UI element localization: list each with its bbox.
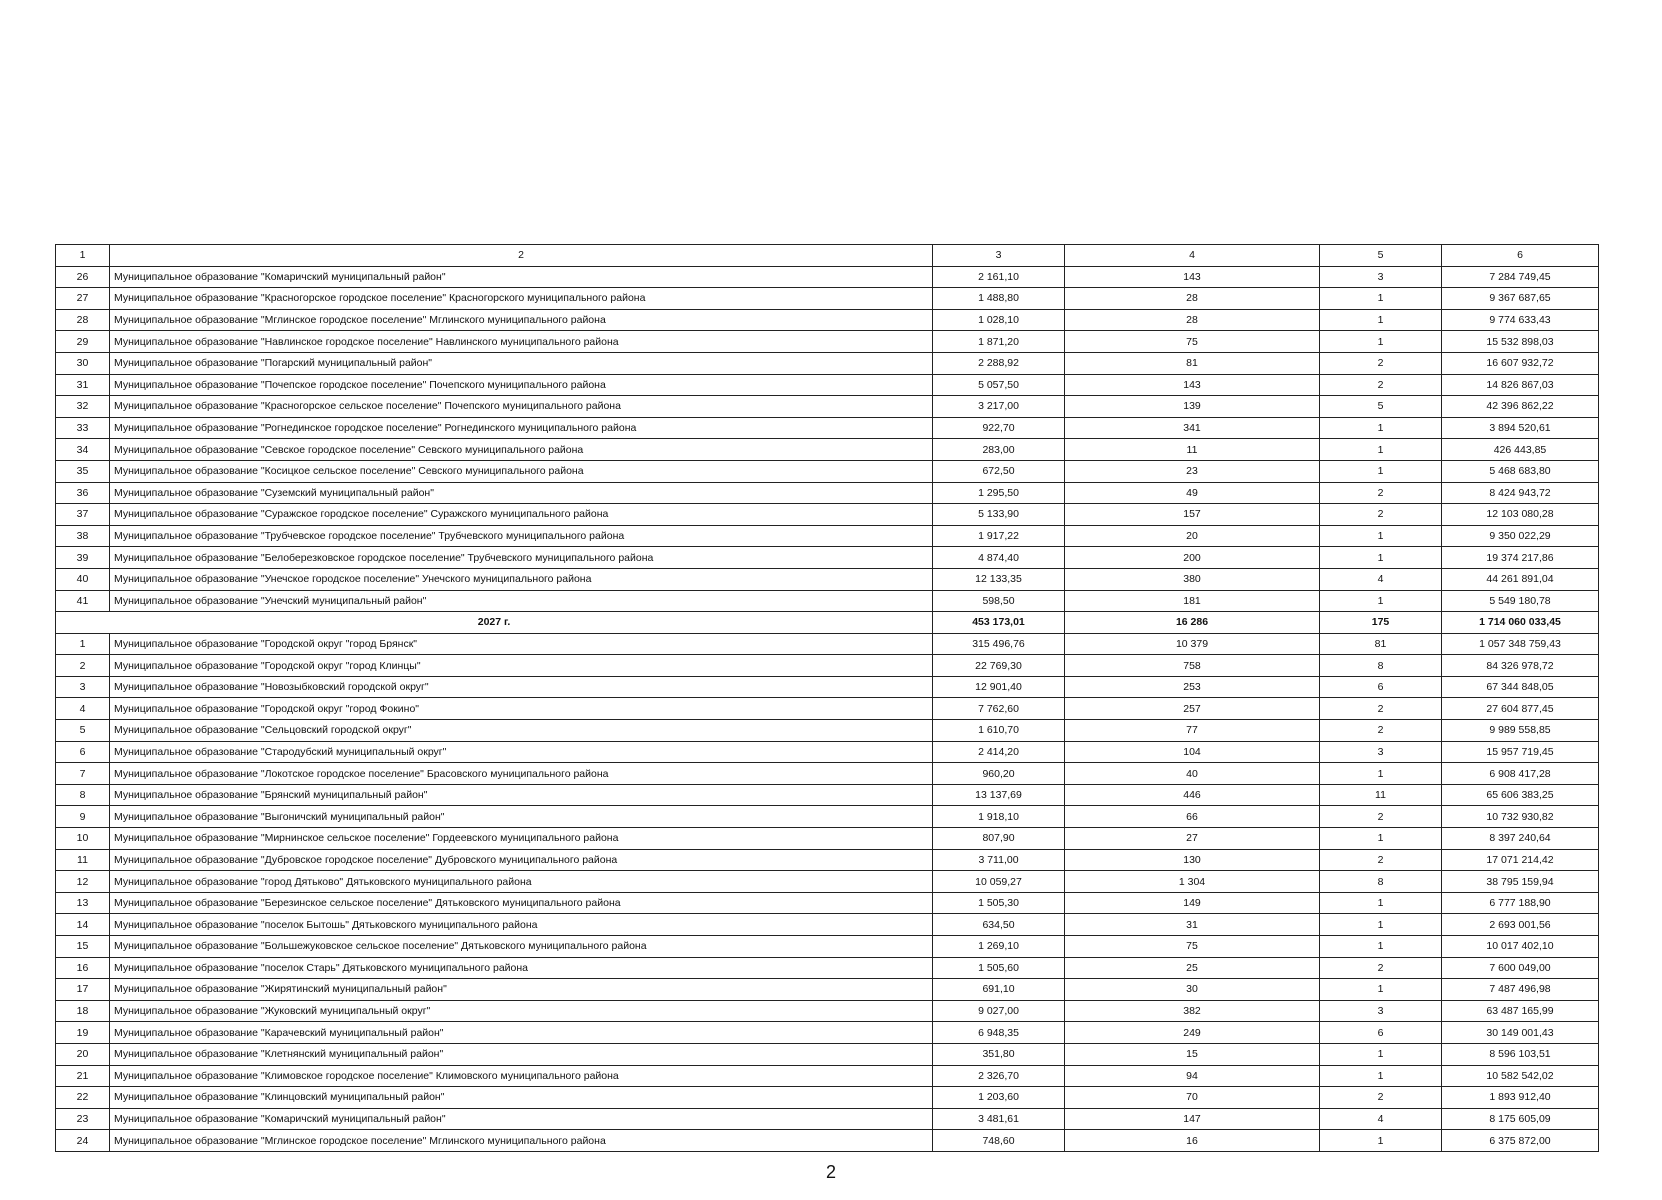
municipality-name-cell: Муниципальное образование "Почепское городское поселение" Почепского муниципального района [110, 374, 933, 396]
row-number-cell: 8 [56, 784, 110, 806]
col6-value-cell: 9 774 633,43 [1442, 309, 1599, 331]
col3-value-cell: 1 871,20 [933, 331, 1065, 353]
col5-value-cell: 1 [1320, 1043, 1442, 1065]
table-row [56, 936, 1599, 958]
col5-value-cell: 1 [1320, 979, 1442, 1001]
col4-value-cell: 49 [1065, 482, 1320, 504]
col6-value-cell: 16 607 932,72 [1442, 352, 1599, 374]
col4-value-cell: 11 [1065, 439, 1320, 461]
table-row [56, 396, 1599, 418]
col4-value-cell: 382 [1065, 1000, 1320, 1022]
row-number-cell: 11 [56, 849, 110, 871]
col4-value-cell: 200 [1065, 547, 1320, 569]
col5-value-cell: 2 [1320, 504, 1442, 526]
table-row [56, 1087, 1599, 1109]
row-number-cell: 16 [56, 957, 110, 979]
col5-value-cell: 1 [1320, 547, 1442, 569]
col3-value-cell: 6 948,35 [933, 1022, 1065, 1044]
col6-value-cell: 15 957 719,45 [1442, 741, 1599, 763]
municipality-name-cell: Муниципальное образование "Белоберезковское городское поселение" Трубчевского муниципального района [110, 547, 933, 569]
col4-value-cell: 23 [1065, 460, 1320, 482]
col5-value-cell: 81 [1320, 633, 1442, 655]
municipality-name-cell: Муниципальное образование "Мглинское городское поселение" Мглинского муниципального района [110, 1130, 933, 1152]
table-row [56, 957, 1599, 979]
row-number-cell: 29 [56, 331, 110, 353]
col3-value-cell: 1 488,80 [933, 288, 1065, 310]
col4-value-cell: 30 [1065, 979, 1320, 1001]
col6-value-cell: 1 057 348 759,43 [1442, 633, 1599, 655]
col6-value-cell: 3 894 520,61 [1442, 417, 1599, 439]
municipality-name-cell: Муниципальное образование "Трубчевское городское поселение" Трубчевского муниципального района [110, 525, 933, 547]
header-cell: 3 [933, 245, 1065, 267]
col6-value-cell: 15 532 898,03 [1442, 331, 1599, 353]
municipality-name-cell: Муниципальное образование "город Дятьково" Дятьковского муниципального района [110, 871, 933, 893]
col4-value-cell: 40 [1065, 763, 1320, 785]
col4-value-cell: 31 [1065, 914, 1320, 936]
municipality-name-cell: Муниципальное образование "Локотское городское поселение" Брасовского муниципального района [110, 763, 933, 785]
header-cell: 5 [1320, 245, 1442, 267]
col3-value-cell: 2 414,20 [933, 741, 1065, 763]
header-cell: 6 [1442, 245, 1599, 267]
col5-value-cell: 1 [1320, 309, 1442, 331]
col4-value-cell: 149 [1065, 892, 1320, 914]
col5-value-cell: 11 [1320, 784, 1442, 806]
header-cell: 4 [1065, 245, 1320, 267]
col4-value-cell: 446 [1065, 784, 1320, 806]
col3-value-cell: 4 874,40 [933, 547, 1065, 569]
col6-value-cell: 63 487 165,99 [1442, 1000, 1599, 1022]
col3-value-cell: 1 269,10 [933, 936, 1065, 958]
row-number-cell: 27 [56, 288, 110, 310]
col3-value-cell: 960,20 [933, 763, 1065, 785]
col6-value-cell: 10 582 542,02 [1442, 1065, 1599, 1087]
col5-value-cell: 4 [1320, 568, 1442, 590]
row-number-cell: 17 [56, 979, 110, 1001]
table-row [56, 784, 1599, 806]
row-number-cell: 28 [56, 309, 110, 331]
col5-value-cell: 2 [1320, 806, 1442, 828]
col3-value-cell: 922,70 [933, 417, 1065, 439]
table-row [56, 460, 1599, 482]
col6-value-cell: 426 443,85 [1442, 439, 1599, 461]
table-row [56, 1108, 1599, 1130]
col4-value-cell: 758 [1065, 655, 1320, 677]
municipality-name-cell: Муниципальное образование "Унечский муниципальный район" [110, 590, 933, 612]
col3-value-cell: 634,50 [933, 914, 1065, 936]
table-row [56, 763, 1599, 785]
municipality-name-cell: Муниципальное образование "Карачевский муниципальный район" [110, 1022, 933, 1044]
municipality-name-cell: Муниципальное образование "Навлинское городское поселение" Навлинского муниципального района [110, 331, 933, 353]
col6-value-cell: 27 604 877,45 [1442, 698, 1599, 720]
table-row [56, 568, 1599, 590]
col4-value-cell: 157 [1065, 504, 1320, 526]
col5-value-cell: 1 [1320, 439, 1442, 461]
row-number-cell: 37 [56, 504, 110, 526]
table-row [56, 1022, 1599, 1044]
municipality-name-cell: Муниципальное образование "Красногорское сельское поселение" Почепского муниципального района [110, 396, 933, 418]
col5-value-cell: 3 [1320, 741, 1442, 763]
col5-value-cell: 1 [1320, 288, 1442, 310]
col5-value-cell: 1 [1320, 417, 1442, 439]
col4-value-cell: 66 [1065, 806, 1320, 828]
col5-value-cell: 8 [1320, 655, 1442, 677]
row-number-cell: 9 [56, 806, 110, 828]
table-row [56, 892, 1599, 914]
municipality-name-cell: Муниципальное образование "Косицкое сельское поселение" Севского муниципального района [110, 460, 933, 482]
municipality-name-cell: Муниципальное образование "Городской округ "город Фокино" [110, 698, 933, 720]
municipality-name-cell: Муниципальное образование "Стародубский муниципальный округ" [110, 741, 933, 763]
table-row [56, 1043, 1599, 1065]
col3-value-cell: 2 161,10 [933, 266, 1065, 288]
row-number-cell: 30 [56, 352, 110, 374]
data-table [55, 244, 1599, 1152]
table-row [56, 590, 1599, 612]
table-row [56, 698, 1599, 720]
col3-value-cell: 1 610,70 [933, 720, 1065, 742]
header-cell: 1 [56, 245, 110, 267]
table-row [56, 676, 1599, 698]
col4-value-cell: 147 [1065, 1108, 1320, 1130]
col3-value-cell: 807,90 [933, 828, 1065, 850]
municipality-name-cell: Муниципальное образование "Суражское городское поселение" Суражского муниципального района [110, 504, 933, 526]
municipality-name-cell: Муниципальное образование "Городской округ "город Брянск" [110, 633, 933, 655]
row-number-cell: 20 [56, 1043, 110, 1065]
table-row [56, 720, 1599, 742]
col6-value-cell: 6 777 188,90 [1442, 892, 1599, 914]
row-number-cell: 33 [56, 417, 110, 439]
col6-value-cell: 44 261 891,04 [1442, 568, 1599, 590]
col4-value-cell: 27 [1065, 828, 1320, 850]
col5-value-cell: 2 [1320, 352, 1442, 374]
col6-value-cell: 9 367 687,65 [1442, 288, 1599, 310]
table-row [56, 309, 1599, 331]
table-body [56, 245, 1599, 1152]
table-row [56, 331, 1599, 353]
municipality-name-cell: Муниципальное образование "Суземский муниципальный район" [110, 482, 933, 504]
col4-value-cell: 28 [1065, 288, 1320, 310]
row-number-cell: 12 [56, 871, 110, 893]
table-row [56, 547, 1599, 569]
year-col4-total-cell: 16 286 [1065, 612, 1320, 634]
col5-value-cell: 1 [1320, 1065, 1442, 1087]
col3-value-cell: 5 133,90 [933, 504, 1065, 526]
col5-value-cell: 1 [1320, 590, 1442, 612]
col3-value-cell: 12 901,40 [933, 676, 1065, 698]
year-col5-total-cell: 175 [1320, 612, 1442, 634]
municipality-name-cell: Муниципальное образование "Брянский муниципальный район" [110, 784, 933, 806]
col6-value-cell: 6 375 872,00 [1442, 1130, 1599, 1152]
col6-value-cell: 5 549 180,78 [1442, 590, 1599, 612]
col3-value-cell: 3 711,00 [933, 849, 1065, 871]
municipality-name-cell: Муниципальное образование "Погарский муниципальный район" [110, 352, 933, 374]
col6-value-cell: 14 826 867,03 [1442, 374, 1599, 396]
col5-value-cell: 1 [1320, 892, 1442, 914]
row-number-cell: 31 [56, 374, 110, 396]
row-number-cell: 22 [56, 1087, 110, 1109]
municipality-name-cell: Муниципальное образование "Новозыбковский городской округ" [110, 676, 933, 698]
col6-value-cell: 6 908 417,28 [1442, 763, 1599, 785]
table-row [56, 374, 1599, 396]
table-row [56, 806, 1599, 828]
municipality-name-cell: Муниципальное образование "Клетнянский муниципальный район" [110, 1043, 933, 1065]
col3-value-cell: 691,10 [933, 979, 1065, 1001]
municipality-name-cell: Муниципальное образование "Березинское сельское поселение" Дятьковского муниципального района [110, 892, 933, 914]
col4-value-cell: 28 [1065, 309, 1320, 331]
col3-value-cell: 13 137,69 [933, 784, 1065, 806]
col5-value-cell: 2 [1320, 482, 1442, 504]
row-number-cell: 3 [56, 676, 110, 698]
col3-value-cell: 1 505,60 [933, 957, 1065, 979]
col5-value-cell: 2 [1320, 374, 1442, 396]
municipality-name-cell: Муниципальное образование "Красногорское городское поселение" Красногорского муниципального района [110, 288, 933, 310]
col5-value-cell: 3 [1320, 266, 1442, 288]
col5-value-cell: 1 [1320, 331, 1442, 353]
col4-value-cell: 81 [1065, 352, 1320, 374]
table-row [56, 1065, 1599, 1087]
col3-value-cell: 1 917,22 [933, 525, 1065, 547]
table-row [56, 914, 1599, 936]
col4-value-cell: 20 [1065, 525, 1320, 547]
row-number-cell: 1 [56, 633, 110, 655]
col4-value-cell: 139 [1065, 396, 1320, 418]
col3-value-cell: 315 496,76 [933, 633, 1065, 655]
row-number-cell: 4 [56, 698, 110, 720]
col3-value-cell: 2 288,92 [933, 352, 1065, 374]
col5-value-cell: 2 [1320, 1087, 1442, 1109]
col4-value-cell: 253 [1065, 676, 1320, 698]
row-number-cell: 23 [56, 1108, 110, 1130]
col4-value-cell: 16 [1065, 1130, 1320, 1152]
row-number-cell: 41 [56, 590, 110, 612]
col5-value-cell: 1 [1320, 1130, 1442, 1152]
table-row [56, 1000, 1599, 1022]
col5-value-cell: 4 [1320, 1108, 1442, 1130]
col5-value-cell: 1 [1320, 914, 1442, 936]
col6-value-cell: 10 017 402,10 [1442, 936, 1599, 958]
row-number-cell: 39 [56, 547, 110, 569]
municipality-name-cell: Муниципальное образование "Жирятинский муниципальный район" [110, 979, 933, 1001]
col6-value-cell: 65 606 383,25 [1442, 784, 1599, 806]
col6-value-cell: 7 487 496,98 [1442, 979, 1599, 1001]
col3-value-cell: 1 028,10 [933, 309, 1065, 331]
col3-value-cell: 1 505,30 [933, 892, 1065, 914]
col6-value-cell: 5 468 683,80 [1442, 460, 1599, 482]
col4-value-cell: 10 379 [1065, 633, 1320, 655]
col3-value-cell: 598,50 [933, 590, 1065, 612]
col6-value-cell: 8 397 240,64 [1442, 828, 1599, 850]
col4-value-cell: 341 [1065, 417, 1320, 439]
col4-value-cell: 75 [1065, 331, 1320, 353]
col3-value-cell: 748,60 [933, 1130, 1065, 1152]
col3-value-cell: 3 481,61 [933, 1108, 1065, 1130]
col4-value-cell: 181 [1065, 590, 1320, 612]
col4-value-cell: 130 [1065, 849, 1320, 871]
row-number-cell: 13 [56, 892, 110, 914]
row-number-cell: 2 [56, 655, 110, 677]
col6-value-cell: 38 795 159,94 [1442, 871, 1599, 893]
municipality-name-cell: Муниципальное образование "Унечское городское поселение" Унечского муниципального района [110, 568, 933, 590]
col4-value-cell: 25 [1065, 957, 1320, 979]
col6-value-cell: 8 175 605,09 [1442, 1108, 1599, 1130]
year-total-row [56, 612, 1599, 634]
row-number-cell: 26 [56, 266, 110, 288]
table-row [56, 482, 1599, 504]
table-row [56, 849, 1599, 871]
year-label-cell: 2027 г. [56, 612, 933, 634]
table-row [56, 288, 1599, 310]
header-cell: 2 [110, 245, 933, 267]
row-number-cell: 35 [56, 460, 110, 482]
municipality-name-cell: Муниципальное образование "Большежуковское сельское поселение" Дятьковского муниципального района [110, 936, 933, 958]
col5-value-cell: 1 [1320, 525, 1442, 547]
municipality-name-cell: Муниципальное образование "Городской округ "город Клинцы" [110, 655, 933, 677]
col6-value-cell: 30 149 001,43 [1442, 1022, 1599, 1044]
row-number-cell: 38 [56, 525, 110, 547]
year-col3-total-cell: 453 173,01 [933, 612, 1065, 634]
table-row [56, 633, 1599, 655]
municipality-name-cell: Муниципальное образование "Мирнинское сельское поселение" Гордеевского муниципального района [110, 828, 933, 850]
col3-value-cell: 12 133,35 [933, 568, 1065, 590]
page-number: 2 [825, 1162, 836, 1182]
col6-value-cell: 19 374 217,86 [1442, 547, 1599, 569]
col3-value-cell: 9 027,00 [933, 1000, 1065, 1022]
header-row [56, 245, 1599, 267]
col3-value-cell: 1 918,10 [933, 806, 1065, 828]
col5-value-cell: 8 [1320, 871, 1442, 893]
col4-value-cell: 75 [1065, 936, 1320, 958]
row-number-cell: 34 [56, 439, 110, 461]
col5-value-cell: 2 [1320, 957, 1442, 979]
row-number-cell: 5 [56, 720, 110, 742]
col6-value-cell: 84 326 978,72 [1442, 655, 1599, 677]
col6-value-cell: 17 071 214,42 [1442, 849, 1599, 871]
row-number-cell: 7 [56, 763, 110, 785]
col3-value-cell: 351,80 [933, 1043, 1065, 1065]
col4-value-cell: 77 [1065, 720, 1320, 742]
col5-value-cell: 2 [1320, 698, 1442, 720]
col5-value-cell: 1 [1320, 828, 1442, 850]
year-col6-total-cell: 1 714 060 033,45 [1442, 612, 1599, 634]
table-row [56, 266, 1599, 288]
col3-value-cell: 5 057,50 [933, 374, 1065, 396]
municipality-name-cell: Муниципальное образование "поселок Бытошь" Дятьковского муниципального района [110, 914, 933, 936]
table-row [56, 741, 1599, 763]
col4-value-cell: 15 [1065, 1043, 1320, 1065]
col6-value-cell: 67 344 848,05 [1442, 676, 1599, 698]
col4-value-cell: 143 [1065, 374, 1320, 396]
col6-value-cell: 1 893 912,40 [1442, 1087, 1599, 1109]
col5-value-cell: 1 [1320, 936, 1442, 958]
col5-value-cell: 2 [1320, 849, 1442, 871]
municipality-name-cell: Муниципальное образование "Комаричский муниципальный район" [110, 266, 933, 288]
municipality-name-cell: Муниципальное образование "Сельцовский городской округ" [110, 720, 933, 742]
table-row [56, 439, 1599, 461]
row-number-cell: 24 [56, 1130, 110, 1152]
col4-value-cell: 104 [1065, 741, 1320, 763]
table-row [56, 871, 1599, 893]
col6-value-cell: 12 103 080,28 [1442, 504, 1599, 526]
col6-value-cell: 8 596 103,51 [1442, 1043, 1599, 1065]
col6-value-cell: 8 424 943,72 [1442, 482, 1599, 504]
row-number-cell: 21 [56, 1065, 110, 1087]
table-row [56, 504, 1599, 526]
row-number-cell: 10 [56, 828, 110, 850]
municipality-name-cell: Муниципальное образование "Жуковский муниципальный округ" [110, 1000, 933, 1022]
table-row [56, 1130, 1599, 1152]
col6-value-cell: 9 989 558,85 [1442, 720, 1599, 742]
row-number-cell: 15 [56, 936, 110, 958]
table-row [56, 417, 1599, 439]
col3-value-cell: 10 059,27 [933, 871, 1065, 893]
col3-value-cell: 672,50 [933, 460, 1065, 482]
col3-value-cell: 3 217,00 [933, 396, 1065, 418]
col4-value-cell: 249 [1065, 1022, 1320, 1044]
municipality-name-cell: Муниципальное образование "Комаричский муниципальный район" [110, 1108, 933, 1130]
col6-value-cell: 7 284 749,45 [1442, 266, 1599, 288]
col6-value-cell: 2 693 001,56 [1442, 914, 1599, 936]
municipality-name-cell: Муниципальное образование "поселок Старь" Дятьковского муниципального района [110, 957, 933, 979]
col5-value-cell: 1 [1320, 460, 1442, 482]
col6-value-cell: 10 732 930,82 [1442, 806, 1599, 828]
col3-value-cell: 283,00 [933, 439, 1065, 461]
municipality-name-cell: Муниципальное образование "Климовское городское поселение" Климовского муниципального района [110, 1065, 933, 1087]
table-row [56, 525, 1599, 547]
col3-value-cell: 7 762,60 [933, 698, 1065, 720]
col4-value-cell: 94 [1065, 1065, 1320, 1087]
col5-value-cell: 5 [1320, 396, 1442, 418]
col4-value-cell: 70 [1065, 1087, 1320, 1109]
col4-value-cell: 380 [1065, 568, 1320, 590]
row-number-cell: 19 [56, 1022, 110, 1044]
col6-value-cell: 9 350 022,29 [1442, 525, 1599, 547]
col6-value-cell: 7 600 049,00 [1442, 957, 1599, 979]
row-number-cell: 14 [56, 914, 110, 936]
col3-value-cell: 22 769,30 [933, 655, 1065, 677]
col3-value-cell: 1 295,50 [933, 482, 1065, 504]
municipality-name-cell: Муниципальное образование "Севское городское поселение" Севского муниципального района [110, 439, 933, 461]
municipality-name-cell: Муниципальное образование "Дубровское городское поселение" Дубровского муниципального района [110, 849, 933, 871]
col5-value-cell: 6 [1320, 676, 1442, 698]
row-number-cell: 18 [56, 1000, 110, 1022]
row-number-cell: 40 [56, 568, 110, 590]
col4-value-cell: 143 [1065, 266, 1320, 288]
row-number-cell: 32 [56, 396, 110, 418]
table-row [56, 352, 1599, 374]
table-row [56, 828, 1599, 850]
row-number-cell: 36 [56, 482, 110, 504]
row-number-cell: 6 [56, 741, 110, 763]
col3-value-cell: 2 326,70 [933, 1065, 1065, 1087]
table-row [56, 655, 1599, 677]
col5-value-cell: 6 [1320, 1022, 1442, 1044]
col5-value-cell: 3 [1320, 1000, 1442, 1022]
municipality-name-cell: Муниципальное образование "Клинцовский муниципальный район" [110, 1087, 933, 1109]
col5-value-cell: 2 [1320, 720, 1442, 742]
municipality-name-cell: Муниципальное образование "Рогнединское городское поселение" Рогнединского муниципального района [110, 417, 933, 439]
col6-value-cell: 42 396 862,22 [1442, 396, 1599, 418]
col4-value-cell: 257 [1065, 698, 1320, 720]
municipality-name-cell: Муниципальное образование "Выгоничский муниципальный район" [110, 806, 933, 828]
col4-value-cell: 1 304 [1065, 871, 1320, 893]
municipality-name-cell: Муниципальное образование "Мглинское городское поселение" Мглинского муниципального района [110, 309, 933, 331]
col5-value-cell: 1 [1320, 763, 1442, 785]
col3-value-cell: 1 203,60 [933, 1087, 1065, 1109]
table-row [56, 979, 1599, 1001]
